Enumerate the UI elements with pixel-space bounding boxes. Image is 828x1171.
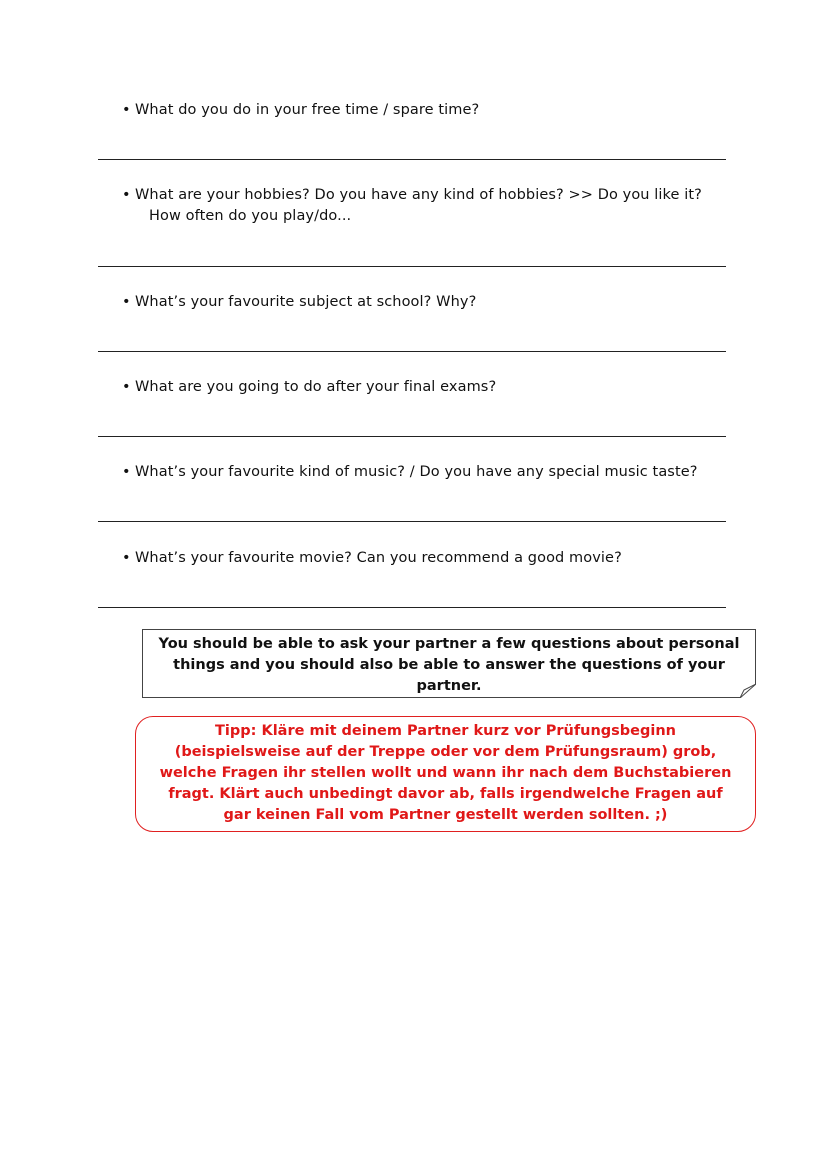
question-text: What do you do in your free time / spare time? bbox=[135, 102, 480, 118]
tip-box bbox=[135, 716, 756, 832]
answer-line-4 bbox=[98, 436, 726, 437]
bullet-icon: • bbox=[122, 102, 131, 118]
question-5 bbox=[122, 462, 732, 483]
bullet-icon: • bbox=[122, 294, 131, 310]
bullet-icon: • bbox=[122, 550, 131, 566]
question-6 bbox=[122, 548, 722, 569]
question-1 bbox=[122, 100, 722, 121]
question-text: What’s your favourite subject at school? Why? bbox=[135, 294, 477, 310]
answer-line-3 bbox=[98, 351, 726, 352]
question-text-continued: How often do you play/do... bbox=[149, 208, 352, 224]
answer-line-5 bbox=[98, 521, 726, 522]
page-curl-icon bbox=[740, 684, 756, 698]
question-text: What are you going to do after your final exams? bbox=[135, 379, 497, 395]
question-4 bbox=[122, 377, 722, 398]
info-box bbox=[142, 629, 756, 698]
answer-line-1 bbox=[98, 159, 726, 160]
answer-line-2 bbox=[98, 266, 726, 267]
bullet-icon: • bbox=[122, 187, 131, 203]
bullet-icon: • bbox=[122, 379, 131, 395]
question-text: What are your hobbies? Do you have any kind of hobbies? >> Do you like it? bbox=[135, 187, 702, 203]
question-text: What’s your favourite movie? Can you recommend a good movie? bbox=[135, 550, 622, 566]
question-3 bbox=[122, 292, 722, 313]
bullet-icon: • bbox=[122, 464, 131, 480]
question-text: What’s your favourite kind of music? / Do you have any special music taste? bbox=[135, 464, 698, 480]
info-box-text: You should be able to ask your partner a few questions about personal things and you should also be able to answer the questions of your partner. bbox=[158, 636, 740, 694]
question-2 bbox=[122, 185, 732, 227]
tip-box-text: Tipp: Kläre mit deinem Partner kurz vor Prüfungsbeginn (beispielsweise auf der Treppe oder vor dem Prüfungsraum) grob, welche Fragen ihr stellen wollt und wann ihr nach dem Buchstabieren fragt. Klärt auch unbedingt davor ab, falls irgendwelche Fragen auf gar keinen Fall vom Partner gestellt werden sollten. ;) bbox=[159, 723, 732, 823]
answer-line-6 bbox=[98, 607, 726, 608]
